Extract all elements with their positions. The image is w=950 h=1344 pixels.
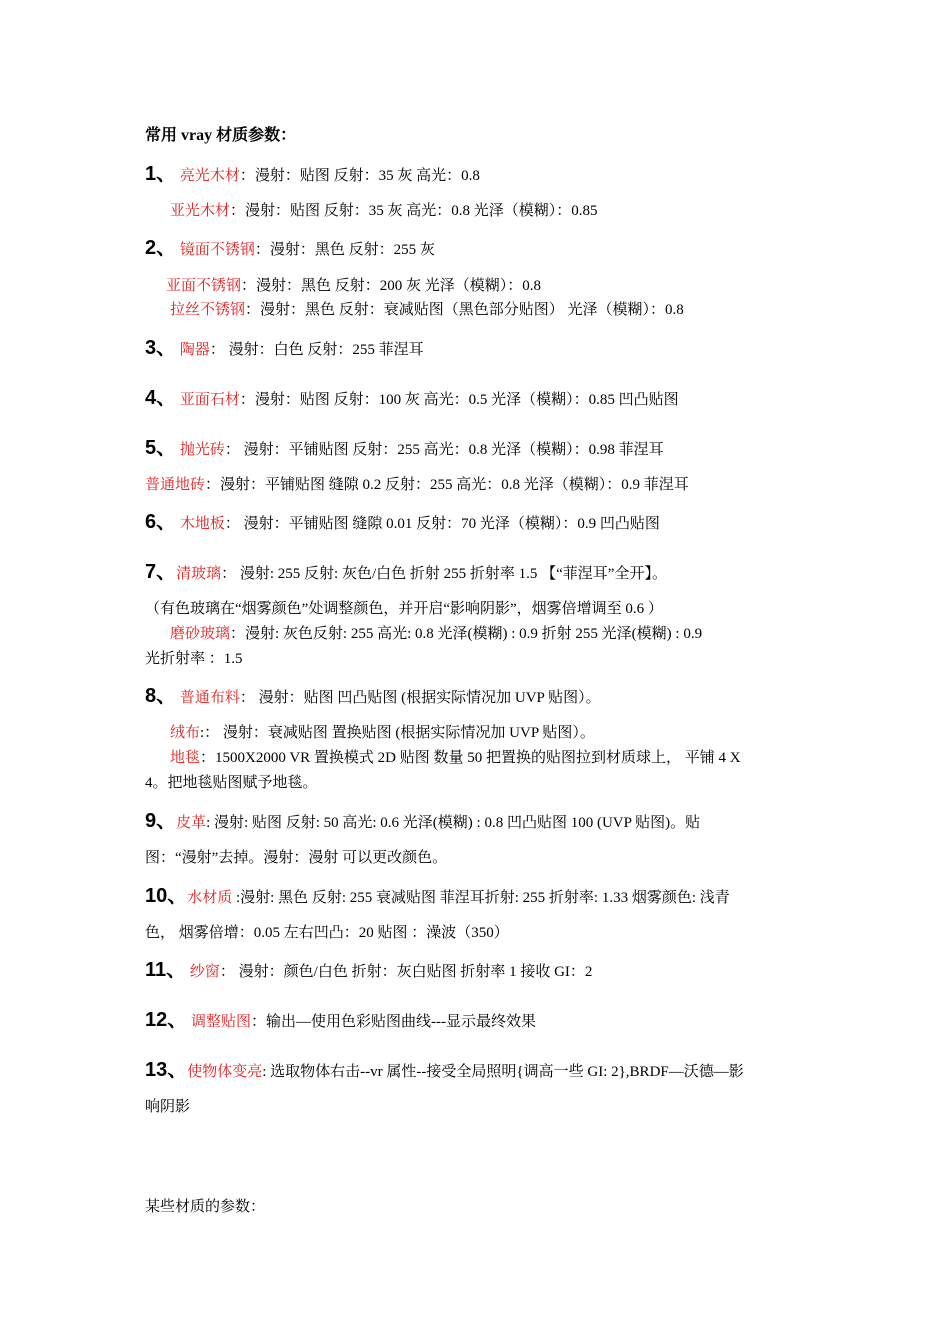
item-5 [145, 438, 664, 460]
item-number: 4、 [145, 387, 177, 409]
item-9 [145, 811, 700, 833]
item-12 [145, 1010, 536, 1032]
item-number: 2、 [145, 237, 177, 259]
material-name: 普通地砖 [145, 477, 206, 493]
material-params: :： 漫射：衰减贴图 置换贴图 (根据实际情况加 UVP 贴图）。 [200, 725, 595, 741]
item-number: 7、 [145, 561, 177, 583]
item-7b-cont: 光折射率 ：1.5 [145, 651, 243, 667]
item-8 [145, 686, 601, 708]
material-params: : 漫射: 贴图 反射: 50 高光: 0.6 光泽(模糊) : 0.8 凹凸贴图 100 (UVP 贴图)。贴 [206, 815, 701, 831]
doc-title: 常用 vray 材质参数： [145, 127, 297, 144]
material-name: 水材质 [187, 890, 233, 906]
material-name: 地毯 [170, 750, 201, 766]
item-number: 3、 [145, 337, 177, 359]
material-params: ： 漫射: 255 反射: 灰色/白色 折射 255 折射率 1.5 【“菲涅耳”全开】。 [221, 566, 667, 582]
material-name: 纱窗 [189, 964, 220, 980]
material-name: 磨砂玻璃 [170, 626, 231, 642]
item-2b [166, 276, 541, 296]
material-name: 抛光砖 [179, 442, 225, 458]
material-name: 亮光木材 [179, 168, 240, 184]
item-2c [170, 300, 684, 320]
material-name: 镜面不锈钢 [179, 242, 255, 258]
item-6 [145, 512, 660, 534]
item-7b [170, 624, 702, 644]
material-params: ：漫射：贴图 反射：35 灰 高光：0.8 [239, 168, 480, 184]
material-name: 亚面石材 [179, 392, 240, 408]
material-params: ：1500X2000 VR 置换模式 2D 贴图 数量 50 把置换的贴图拉到材质球上， 平铺 4 X [200, 750, 741, 766]
item-8c [170, 748, 741, 768]
material-name: 清玻璃 [176, 566, 222, 582]
material-name: 调整贴图 [191, 1014, 252, 1030]
footer-heading: 某些材质的参数： [145, 1199, 266, 1215]
item-number: 11、 [145, 959, 187, 981]
item-3 [145, 338, 424, 360]
material-name: 亚面不锈钢 [166, 278, 242, 294]
material-params: ： 漫射：颜色/白色 折射：灰白贴图 折射率 1 接收 GI：2 [219, 964, 593, 980]
item-10 [145, 886, 730, 908]
material-name: 使物体变亮 [187, 1064, 263, 1080]
material-name: 普通布料 [179, 690, 240, 706]
item-8c-cont: 4。把地毯贴图赋予地毯。 [145, 775, 318, 791]
material-name: 绒布 [170, 725, 201, 741]
item-number: 1、 [145, 163, 177, 185]
material-params: :漫射: 黑色 反射: 255 衰减贴图 菲涅耳折射: 255 折射率: 1.33 烟雾颜色: 浅青 [232, 890, 730, 906]
material-params: ：漫射：平铺贴图 缝隙 0.2 反射：255 高光：0.8 光泽（模糊）：0.9 菲涅耳 [205, 477, 689, 493]
material-params: ：漫射：黑色 反射：255 灰 [254, 242, 435, 258]
item-10-cont: 色， 烟雾倍增：0.05 左右凹凸：20 贴图 ：澡波（350） [145, 925, 509, 941]
material-name: 皮革 [176, 815, 207, 831]
material-name: 陶器 [179, 342, 210, 358]
item-13-cont: 响阴影 [145, 1099, 191, 1115]
material-params: ： 漫射：平铺贴图 缝隙 0.01 反射：70 光泽（模糊）：0.9 凹凸贴图 [224, 516, 660, 532]
item-11 [145, 960, 592, 982]
item-2 [145, 238, 435, 260]
item-7 [145, 562, 667, 584]
material-params: ：漫射：贴图 反射：100 灰 高光：0.5 光泽（模糊）：0.85 凹凸贴图 [239, 392, 679, 408]
item-7-note: （有色玻璃在“烟雾颜色”处调整颜色，并开启“影响阴影”，烟雾倍增调至 0.6 ） [145, 601, 663, 617]
item-1 [145, 164, 480, 186]
item-number: 9、 [145, 810, 177, 832]
item-4 [145, 388, 679, 410]
item-number: 5、 [145, 437, 177, 459]
item-8b [170, 723, 595, 743]
material-name: 拉丝不锈钢 [170, 302, 246, 318]
item-number: 8、 [145, 685, 177, 707]
item-number: 10、 [145, 885, 188, 907]
material-params: ：漫射：贴图 反射：35 灰 高光：0.8 光泽（模糊）：0.85 [230, 203, 598, 219]
material-params: ：漫射：黑色 反射：200 灰 光泽（模糊）：0.8 [241, 278, 542, 294]
item-13 [145, 1060, 744, 1082]
material-params: ： 漫射：白色 反射：255 菲涅耳 [209, 342, 424, 358]
material-params: ：输出—使用色彩贴图曲线---显示最终效果 [251, 1014, 537, 1030]
item-number: 12、 [145, 1009, 188, 1031]
item-9-cont: 图：“漫射”去掉。漫射：漫射 可以更改颜色。 [145, 850, 448, 866]
material-name: 木地板 [179, 516, 225, 532]
material-params: : 选取物体右击--vr 属性--接受全局照明{调高一些 GI: 2},BRDF—沃德—影 [262, 1064, 744, 1080]
material-params: ： 漫射：平铺贴图 反射：255 高光：0.8 光泽（模糊）：0.98 菲涅耳 [224, 442, 664, 458]
material-name: 亚光木材 [170, 203, 231, 219]
item-number: 6、 [145, 511, 177, 533]
item-1b [170, 201, 598, 221]
item-number: 13、 [145, 1059, 188, 1081]
item-5b [145, 475, 689, 495]
material-params: ：漫射: 灰色反射: 255 高光: 0.8 光泽(模糊) : 0.9 折射 255 光泽(模糊) : 0.9 [230, 626, 703, 642]
material-params: ：漫射：黑色 反射：衰减贴图（黑色部分贴图） 光泽（模糊）：0.8 [245, 302, 684, 318]
material-params: ： 漫射：贴图 凹凸贴图 (根据实际情况加 UVP 贴图）。 [239, 690, 601, 706]
